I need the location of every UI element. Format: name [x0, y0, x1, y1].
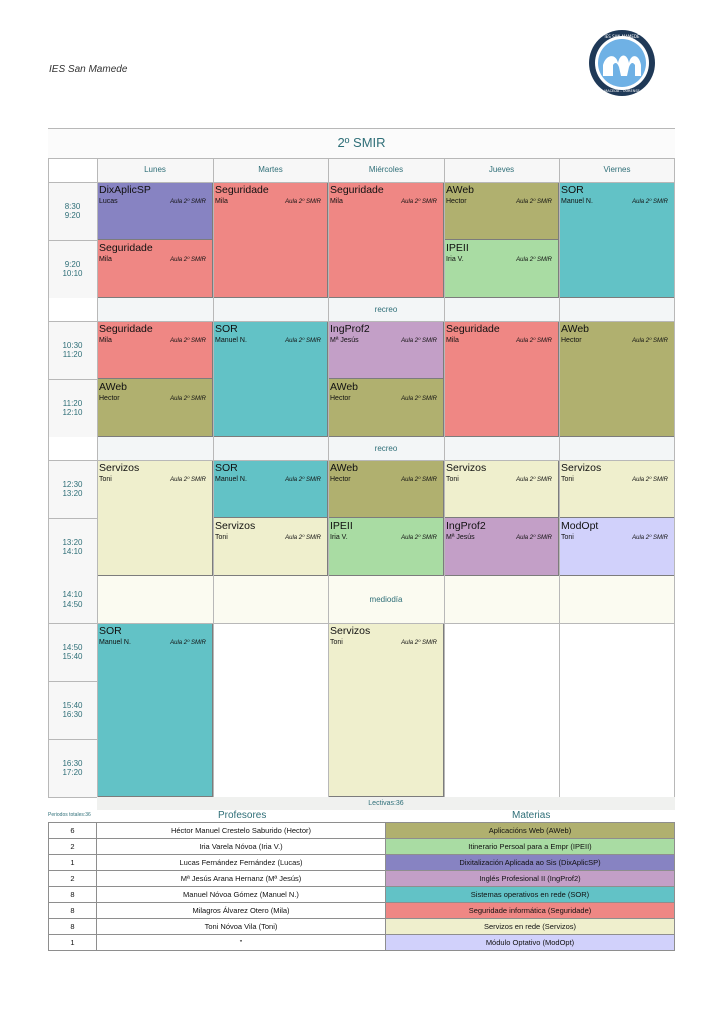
lesson-teacher: Toni — [561, 534, 574, 541]
grid-line-h — [48, 240, 97, 241]
subject-name: Aplicacións Web (AWeb) — [386, 823, 675, 838]
time-start: 14:50 — [62, 642, 83, 652]
lesson-teacher: Mila — [446, 337, 459, 344]
time-start: 14:10 — [62, 590, 83, 599]
lesson-teacher: Mila — [215, 198, 228, 205]
lesson-block — [97, 379, 213, 437]
lesson-room: Aula 2º SMIR — [516, 257, 552, 263]
lesson-block — [328, 182, 444, 298]
grid-line-h — [48, 623, 675, 624]
lesson-teacher: Toni — [99, 476, 112, 483]
lesson-subject: Seguridade — [446, 323, 500, 335]
grid-line-h — [48, 321, 675, 322]
time-start: 13:20 — [62, 537, 83, 547]
lesson-subject: IPEII — [446, 242, 469, 254]
time-slot — [48, 576, 97, 623]
subject-name: Módulo Optativo (ModOpt) — [386, 935, 675, 950]
legend-table — [48, 810, 675, 951]
lesson-subject: IngProf2 — [446, 520, 486, 532]
lesson-block — [97, 182, 213, 240]
lesson-block — [444, 460, 559, 518]
lesson-room: Aula 2º SMIR — [401, 199, 437, 205]
lesson-teacher: Mª Jesús — [330, 337, 359, 344]
lesson-subject: Servizos — [215, 520, 256, 532]
lesson-subject: DixAplicSP — [99, 184, 151, 196]
lesson-room: Aula 2º SMIR — [285, 199, 321, 205]
day-header: Miércoles — [328, 158, 444, 182]
time-slot — [48, 379, 97, 437]
grid-line-h — [48, 518, 97, 519]
lesson-room: Aula 2º SMIR — [632, 199, 668, 205]
teacher-periods: 6 — [48, 823, 97, 838]
lesson-teacher: Hector — [446, 198, 467, 205]
legend-row — [48, 871, 675, 887]
lesson-block — [213, 460, 328, 518]
time-slot — [48, 182, 97, 240]
legend-row — [48, 919, 675, 935]
lesson-room: Aula 2º SMIR — [632, 535, 668, 541]
lesson-block — [559, 321, 675, 437]
teacher-name: Toni Nóvoa Vila (Toni) — [97, 919, 386, 934]
break-row: mediodía — [97, 576, 675, 623]
lesson-subject: Seguridade — [215, 184, 269, 196]
lesson-subject: SOR — [215, 462, 238, 474]
lesson-room: Aula 2º SMIR — [170, 640, 206, 646]
day-header: Lunes — [97, 158, 213, 182]
time-slot — [48, 321, 97, 379]
lesson-teacher: Hector — [99, 395, 120, 402]
grid-line-h — [48, 460, 675, 461]
time-end: 16:30 — [62, 710, 83, 719]
lesson-subject: IngProf2 — [330, 323, 370, 335]
grid-line-h — [48, 182, 675, 183]
lesson-room: Aula 2º SMIR — [170, 199, 206, 205]
lesson-subject: Seguridade — [99, 242, 153, 254]
lesson-subject: AWeb — [330, 462, 359, 474]
lesson-room: Aula 2º SMIR — [285, 477, 321, 483]
school-seal-icon — [588, 29, 656, 97]
teacher-name: " — [97, 935, 386, 950]
grid-line-h — [48, 681, 97, 682]
lesson-teacher: Manuel N. — [215, 337, 247, 344]
lesson-subject: AWeb — [446, 184, 475, 196]
legend-row — [48, 887, 675, 903]
lesson-block — [328, 518, 444, 576]
time-start: 15:40 — [62, 700, 83, 710]
lesson-room: Aula 2º SMIR — [170, 338, 206, 344]
lesson-teacher: Iria V. — [330, 534, 348, 541]
teacher-periods: 8 — [48, 903, 97, 918]
grid-line-v — [674, 158, 675, 797]
subject-name: Dixitalización Aplicada ao Sis (DixAplicSP) — [386, 855, 675, 870]
lesson-teacher: Toni — [446, 476, 459, 483]
lesson-teacher: Hector — [330, 476, 351, 483]
lesson-teacher: Toni — [330, 639, 343, 646]
lesson-teacher: Manuel N. — [561, 198, 593, 205]
time-end: 17:20 — [62, 768, 83, 777]
timetable-title: 2º SMIR — [48, 128, 675, 158]
svg-text:IES SAN MAMEDE: IES SAN MAMEDE — [604, 34, 640, 39]
grid-line-v — [328, 158, 329, 797]
grid-line-v — [559, 158, 560, 797]
lesson-subject: Servizos — [99, 462, 140, 474]
time-slot — [48, 518, 97, 576]
time-end: 13:20 — [62, 489, 83, 498]
lesson-room: Aula 2º SMIR — [170, 477, 206, 483]
teacher-name: Mª Jesús Arana Hernanz (Mª Jesús) — [97, 871, 386, 886]
time-start: 16:30 — [62, 758, 83, 768]
lectivas-label: Lectivas:36 — [97, 797, 675, 810]
teacher-periods: 1 — [48, 935, 97, 950]
time-end: 14:10 — [62, 547, 83, 556]
lesson-teacher: Hector — [330, 395, 351, 402]
lesson-room: Aula 2º SMIR — [516, 199, 552, 205]
lesson-teacher: Mila — [99, 256, 112, 263]
school-name: IES San Mamede — [49, 64, 128, 75]
lesson-teacher: Toni — [561, 476, 574, 483]
lesson-block — [444, 321, 559, 437]
legend-rows — [48, 822, 675, 951]
lesson-teacher: Lucas — [99, 198, 118, 205]
day-header: Viernes — [559, 158, 675, 182]
lesson-subject: AWeb — [99, 381, 128, 393]
lesson-block — [328, 379, 444, 437]
lesson-block — [97, 321, 213, 379]
time-end: 10:10 — [62, 269, 83, 278]
teacher-periods: 1 — [48, 855, 97, 870]
legend-row — [48, 823, 675, 839]
lesson-room: Aula 2º SMIR — [401, 640, 437, 646]
time-slot — [48, 623, 97, 681]
break-row: recreo — [97, 437, 675, 460]
lesson-room: Aula 2º SMIR — [170, 396, 206, 402]
subject-name: Itinerario Persoal para a Empr (IPEII) — [386, 839, 675, 854]
time-start: 11:20 — [62, 398, 83, 408]
subject-name: Servizos en rede (Servizos) — [386, 919, 675, 934]
lesson-subject: Servizos — [330, 625, 371, 637]
lesson-block — [444, 518, 559, 576]
lesson-teacher: Manuel N. — [215, 476, 247, 483]
time-end: 9:20 — [64, 211, 81, 220]
lesson-teacher: Mila — [99, 337, 112, 344]
teacher-name: Héctor Manuel Crestelo Saburido (Hector) — [97, 823, 386, 838]
teacher-periods: 2 — [48, 839, 97, 854]
lesson-teacher: Hector — [561, 337, 582, 344]
lesson-subject: AWeb — [330, 381, 359, 393]
time-end: 12:10 — [62, 408, 83, 417]
lesson-block — [97, 240, 213, 298]
lesson-subject: IPEII — [330, 520, 353, 532]
lesson-block — [213, 518, 328, 576]
lesson-block — [213, 321, 328, 437]
lesson-teacher: Mª Jesús — [446, 534, 475, 541]
lesson-block — [328, 460, 444, 518]
time-end: 14:50 — [62, 599, 83, 609]
lesson-room: Aula 2º SMIR — [401, 396, 437, 402]
teacher-name: Lucas Fernández Fernández (Lucas) — [97, 855, 386, 870]
teacher-periods: 8 — [48, 919, 97, 934]
day-header: Jueves — [444, 158, 559, 182]
materias-header: Materias — [512, 810, 551, 821]
grid-line-h — [48, 379, 97, 380]
lesson-room: Aula 2º SMIR — [401, 477, 437, 483]
lesson-block — [213, 182, 328, 298]
lesson-block — [97, 460, 213, 576]
teacher-periods: 2 — [48, 871, 97, 886]
lesson-block — [97, 623, 213, 797]
grid-line-h — [48, 158, 675, 159]
time-end: 15:40 — [62, 652, 83, 661]
lesson-teacher: Toni — [215, 534, 228, 541]
lesson-subject: Servizos — [561, 462, 602, 474]
lesson-room: Aula 2º SMIR — [516, 477, 552, 483]
time-start: 9:20 — [64, 259, 81, 269]
lesson-room: Aula 2º SMIR — [516, 338, 552, 344]
profesores-header: Profesores — [218, 810, 267, 821]
subject-name: Sistemas operativos en rede (SOR) — [386, 887, 675, 902]
legend-row — [48, 839, 675, 855]
teacher-name: Milagros Álvarez Otero (Mila) — [97, 903, 386, 918]
lesson-subject: Seguridade — [330, 184, 384, 196]
lesson-room: Aula 2º SMIR — [632, 477, 668, 483]
grid-line-v — [444, 158, 445, 797]
lesson-block — [559, 182, 675, 298]
lesson-room: Aula 2º SMIR — [170, 257, 206, 263]
grid-line-v — [48, 158, 49, 797]
lesson-block — [328, 623, 444, 797]
lesson-block — [559, 460, 675, 518]
lesson-room: Aula 2º SMIR — [285, 338, 321, 344]
time-start: 8:30 — [64, 201, 81, 211]
day-header: Martes — [213, 158, 328, 182]
lesson-block — [444, 182, 559, 240]
svg-text:MACEDA - OURENSE: MACEDA - OURENSE — [604, 89, 640, 93]
teacher-name: Iria Varela Nóvoa (Iria V.) — [97, 839, 386, 854]
lesson-subject: Servizos — [446, 462, 487, 474]
subject-name: Inglés Profesional II (IngProf2) — [386, 871, 675, 886]
time-slot — [48, 739, 97, 797]
lesson-room: Aula 2º SMIR — [401, 338, 437, 344]
lesson-subject: Seguridade — [99, 323, 153, 335]
grid-line-v — [97, 158, 98, 797]
lesson-teacher: Iria V. — [446, 256, 464, 263]
grid-line-h — [48, 739, 97, 740]
time-slot — [48, 460, 97, 518]
lesson-room: Aula 2º SMIR — [401, 535, 437, 541]
time-slot — [48, 681, 97, 739]
legend-row — [48, 903, 675, 919]
lesson-subject: AWeb — [561, 323, 590, 335]
teacher-name: Manuel Nóvoa Gómez (Manuel N.) — [97, 887, 386, 902]
lesson-subject: SOR — [561, 184, 584, 196]
lesson-subject: SOR — [215, 323, 238, 335]
time-start: 12:30 — [62, 479, 83, 489]
lesson-block — [444, 240, 559, 298]
lesson-room: Aula 2º SMIR — [516, 535, 552, 541]
lesson-teacher: Manuel N. — [99, 639, 131, 646]
time-slot — [48, 240, 97, 298]
lesson-room: Aula 2º SMIR — [632, 338, 668, 344]
legend-row — [48, 855, 675, 871]
break-row: recreo — [97, 298, 675, 321]
teacher-periods: 8 — [48, 887, 97, 902]
lesson-room: Aula 2º SMIR — [285, 535, 321, 541]
periodos-totales-label: Periodos totales:36 — [48, 812, 91, 818]
time-start: 10:30 — [62, 340, 83, 350]
legend-row — [48, 935, 675, 951]
grid-line-h — [48, 128, 675, 129]
subject-name: Seguridade informática (Seguridade) — [386, 903, 675, 918]
weekly-timetable — [48, 128, 675, 797]
lesson-teacher: Mila — [330, 198, 343, 205]
lesson-subject: SOR — [99, 625, 122, 637]
time-end: 11:20 — [62, 350, 83, 359]
lesson-block — [328, 321, 444, 379]
grid-line-v — [213, 158, 214, 797]
lesson-subject: ModOpt — [561, 520, 599, 532]
lesson-block — [559, 518, 675, 576]
